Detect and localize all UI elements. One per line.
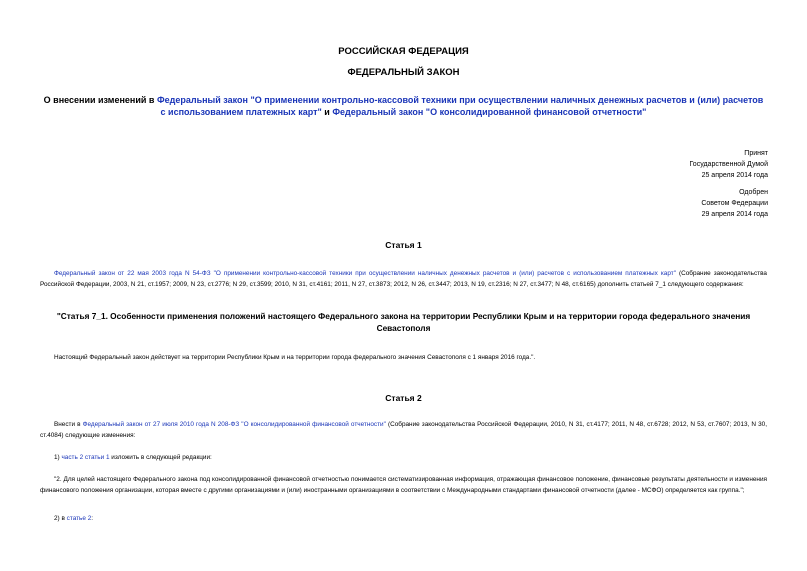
article-2-heading: Статья 2: [385, 393, 422, 403]
quote-text: "2. Для целей настоящего Федерального закона под консолидированной финансовой отчетностью понимается систематизированная информация, отражающая финансовое положение, финансовые результаты деятельности и изменения финансового положения организации, которая вместе с другими организациями и (или) иностранными организациями в соответствии с Международными стандартами финансовой отчетности (далее - МСФО) определяется как группа.";: [40, 476, 767, 494]
article-2-intro-rest: (Собрание законодательства Российской Федерации, 2010, N 31, ст.4177; 2011, N 48, ст.6728; 2012, N 53, ст.7607; 2013, N 30, ст.4084) следующие изменения:: [40, 421, 768, 439]
title-prefix: О внесении изменений в: [43, 95, 157, 105]
article-7-1-heading: "Статья 7_1. Особенности применения положений настоящего Федерального закона на территории Республики Крым и на территории города федерального значения Севастополя: [56, 311, 751, 333]
country-heading: РОССИЙСКАЯ ФЕДЕРАЦИЯ: [338, 46, 469, 57]
law-type-heading: ФЕДЕРАЛЬНЫЙ ЗАКОН: [347, 67, 460, 78]
item-2-link[interactable]: статье 2: [66, 515, 92, 522]
article-7-1-text: Настоящий Федеральный закон действует на территории Республики Крым и на территории города федерального значения Севастополя с 1 января 2016 года.".: [54, 354, 536, 361]
article-2-quote: [40, 474, 767, 496]
article-2-item-1: [40, 452, 767, 463]
article-2-intro-prefix: Внести в: [54, 421, 83, 428]
article-2-item-2: [40, 513, 767, 524]
article-2-law-link[interactable]: Федеральный закон от 27 июля 2010 года N 208-ФЗ "О консолидированной финансовой отчетности": [82, 421, 386, 428]
approved-body: Советом Федерации: [701, 200, 768, 207]
adopted-label: Принят: [744, 150, 768, 157]
law-title: [40, 94, 767, 118]
approved-block: [701, 187, 768, 220]
article-7-1-body: [40, 352, 767, 363]
title-middle: и: [321, 107, 333, 117]
article-1-heading: Статья 1: [385, 240, 422, 250]
adopted-date: 25 апреля 2014 года: [701, 172, 768, 179]
adopted-block: [689, 148, 768, 181]
item-2-prefix: 2) в: [54, 515, 67, 522]
item-1-rest: изложить в следующей редакции:: [109, 454, 212, 461]
article-1-paragraph: [40, 268, 767, 290]
item-1-prefix: 1): [54, 454, 62, 461]
item-2-rest: :: [91, 515, 94, 522]
approved-label: Одобрен: [739, 189, 768, 196]
article-1-law-link[interactable]: Федеральный закон от 22 мая 2003 года N 54-ФЗ "О применении контрольно-кассовой техники при осуществлении наличных денежных расчетов и (или) расчетов с использованием платежных карт": [54, 270, 676, 277]
article-2-intro: [40, 419, 767, 441]
title-link-consolidated-reporting-law[interactable]: Федеральный закон "О консолидированной финансовой отчетности": [332, 107, 647, 117]
adopted-body: Государственной Думой: [689, 161, 768, 168]
approved-date: 29 апреля 2014 года: [701, 211, 768, 218]
article-1-paragraph-rest: (Собрание законодательства Российской Федерации, 2003, N 21, ст.1957; 2009, N 23, ст.2776; N 29, ст.3599; 2010, N 31, ст.4161; 2011, N 27, ст.3873; 2012, N 26, ст.3447; 2013, N 19, ст.2316; N 27, ст.3477; N 48, ст.6165) дополнить статьей 7_1 следующего содержания:: [40, 270, 767, 288]
title-link-cash-register-law[interactable]: Федеральный закон "О применении контрольно-кассовой техники при осуществлении наличных денежных расчетов и (или) расчетов с использованием платежных карт": [156, 95, 764, 117]
item-1-link[interactable]: часть 2 статьи 1: [61, 454, 110, 461]
